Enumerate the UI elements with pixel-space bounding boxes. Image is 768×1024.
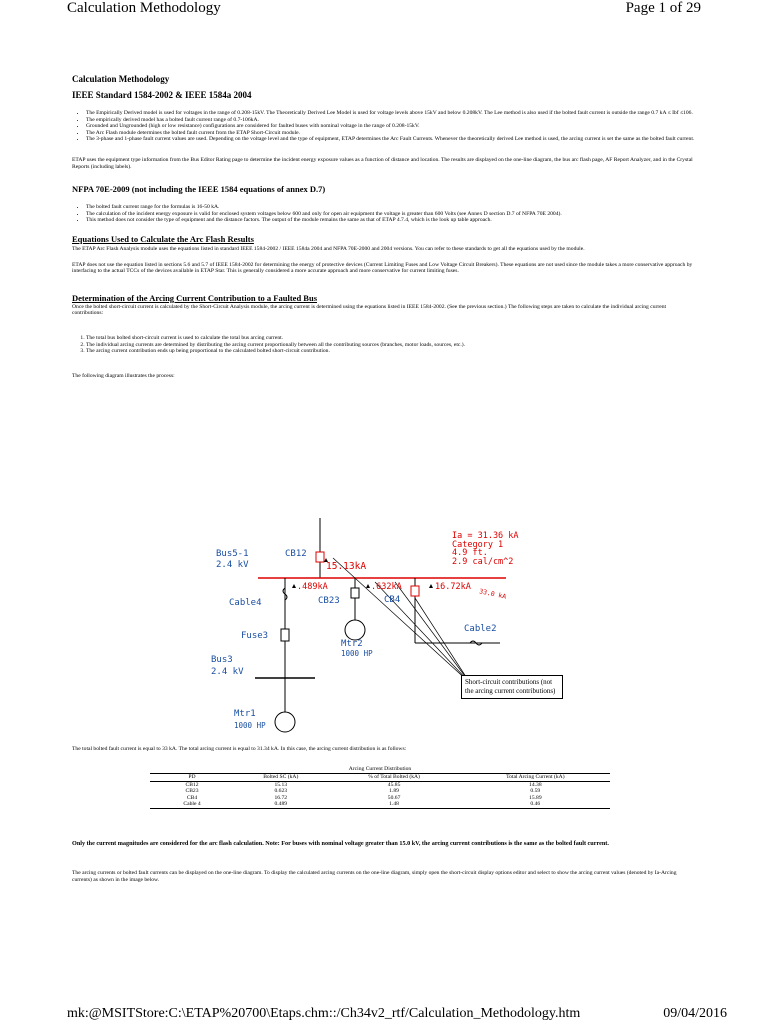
distribution-table [150,773,610,809]
category-value: Category 1 [452,539,504,550]
table-cell: 45.85 [387,781,401,788]
list-item: • This method does not consider the type of equipment and the distance factors. The output of the module remains the same as that of ETAP 4.7.4, which is the look up table approach. [86,217,696,224]
mtr1-name: Mtr1 [234,709,256,719]
table-header: Bolted SC (kA) [263,774,299,780]
list-item: 1. The total bus bolted short-circuit current is used to calculate the total bus arcing current. [86,335,696,342]
note-paragraph: Only the current magnitudes are considered for the arc flash calculation. Note: For buses with nominal voltage greater than 15.0 kV, the arcing current contributions is the same as the bolted fault current. [72,840,609,847]
energy-value: 2.9 cal/cm^2 [452,556,514,567]
cb23-label: CB23 [318,596,340,606]
cb12-label: CB12 [285,549,307,559]
nfpa-heading: NFPA 70E-2009 (not including the IEEE 1584 equations of annex D.7) [72,184,326,195]
table-header: % of Total Bolted (kA) [368,774,420,780]
table-cell: 15.13 [274,781,288,788]
mtr2-hp: 1000 HP [341,649,373,658]
mtr2-label [341,640,373,658]
table-cell: 1.89 [389,788,399,795]
table-cell: 15.89 [529,794,542,801]
steps-list [72,335,696,355]
total-current-paragraph: The total bolted fault current is equal to 33 kA. The total arcing current is equal to 31.34 kA. In this case, the arcing current distribution is as follows: [72,746,407,752]
cable4-current: .489kA [297,582,328,592]
cable4-label: Cable4 [229,598,262,608]
table-row [150,801,610,808]
final-paragraph: The arcing currents or bolted fault currents can be displayed on the one-line diagram. To display the calculated arcing currents on the one-line diagram, simply open the short-circuit display options editor and select to show the arcing current values (denoted by Ia-Arcing currents) as shown in the image below. [72,870,677,883]
bus3-label [211,654,244,678]
table-cell: 0.59 [530,788,541,795]
cb4-breaker[interactable] [411,586,419,596]
cb12-current: 15.13kA [326,561,367,572]
bus3-kv: 2.4 kV [211,667,244,677]
cb23-breaker[interactable] [351,588,359,598]
list-item: 2. The individual arcing currents are determined by distributing the arcing current proportionally between all the contributing sources (branches, motor loads, sources, etc.). [86,342,696,349]
list-item: • The 3-phase and 1-phase fault current values are used. Depending on the voltage level and the type of equipment, ETAP determines the Arc Fault Currents. Whenever the theoretically derived Lee method is used, the arcing current is set the same as the bolted fault current. [86,136,696,143]
table-cell: 0.623 [274,788,288,795]
callout-box: Short-circuit contributions (not the arcing current contributions) [461,675,563,699]
equations-heading: Equations Used to Calculate the Arc Flash Results [72,233,254,244]
page-footer [67,1006,727,1022]
table-cell: 16.72 [274,794,288,801]
cb23-current: .632kA [371,582,402,592]
table-row [150,795,610,802]
table-cell: CB23 [185,788,199,795]
cb12-breaker[interactable] [316,552,324,562]
determination-heading: Determination of the Arcing Current Contribution to a Faulted Bus [72,292,318,303]
page-header [0,0,768,22]
list-item: • The Arc Flash module determines the bolted fault current from the ETAP Short-Circuit module. [86,130,696,137]
list-item: • The bolted fault current range for the formulas is 16-50 kA. [86,204,696,211]
list-item: 3. The arcing current contribution ends up being proportional to the calculated bolted short-circuit contribution. [86,348,696,355]
list-item: • The calculation of the incident energy exposure is valid for enclosed system voltages below 600 and only for open air equipment the voltage is greater than 600 Volts (see Annex D section D.7 of NFPA 70E 2004). [86,211,696,218]
table-header: Total Arcing Current (kA) [506,774,565,780]
table-cell: CB4 [186,794,198,801]
table-cell: 14.38 [529,781,542,788]
document-body [72,74,696,379]
mtr1-hp: 1000 HP [234,721,266,730]
table-cell: 0.46 [530,801,541,808]
bus5-label [216,549,249,571]
footer-date: 09/04/2016 [663,1006,727,1021]
nfpa-bullets [72,204,696,224]
table-cell: 0.489 [274,801,288,808]
table-cell: 50.67 [387,794,401,801]
diagram-intro: The following diagram illustrates the process: [72,372,175,379]
mtr1-label [234,709,266,731]
equations-paragraph-2: ETAP does not use the equation listed in sections 5.6 and 5.7 of IEEE 1584-2002 for determining the energy of protective devices (Current Limiting Fuses and Low Voltage Circuit Breakers). These equations are not used since the module takes a more conservative approach by interfacing to the actual TCCs of the devices available in ETAP Star. This is generally considered a more accurate approach and more conservative for current limiting fuses. [72,261,693,275]
list-item: • Grounded and Ungrounded (high or low resistance) configurations are considered for faulted buses with nominal voltage in the range of 0.208-15kV. [86,123,696,130]
list-item: • The Empirically Derived model is used for voltages in the range of 0.208-15kV. The Theoretically Derived Lee Model is used for voltage levels above 15kV and below 0.208kV. The Lee method is also used if the bolted fault current is outside the range 0.7 kA ≤ Ibf ≤106. [86,110,696,117]
table-row [150,781,610,788]
ieee-heading: IEEE Standard 1584-2002 & IEEE 1584a 2004 [72,90,252,100]
ia-value: Ia = 31.36 kA [452,531,519,541]
cable2-label: Cable2 [464,624,497,634]
doc-title: Calculation Methodology [72,74,170,84]
header-page-number: Page 1 of 29 [625,0,701,16]
list-item: • The empirically derived model has a bolted fault current range of 0.7-106kA. [86,117,696,124]
fuse3-label: Fuse3 [241,631,269,641]
table-cell: Cable 4 [183,801,201,808]
fuse3[interactable] [281,629,289,641]
table-header: PD [188,774,196,780]
bus3-name: Bus3 [211,655,233,665]
table-cell: 1.48 [389,801,399,808]
ieee-bullets [72,110,696,143]
mtr2-name: Mtr2 [341,639,363,649]
table-caption: Arcing Current Distribution [348,766,412,772]
arc-flash-result [452,532,519,566]
etap-paragraph: ETAP uses the equipment type information from the Bus Editor Rating page to determine the incident energy exposure values as a function of distance and location. The results are displayed on the one-line diagram, the bus arc flash page, AF Report Analyzer, and in the Crystal Reports (including labels). [72,156,693,170]
bus5-name: Bus5-1 [216,549,249,559]
cb4-label: CB4 [384,595,401,605]
table-cell: CB12 [185,781,199,788]
mtr2-motor[interactable] [345,620,365,640]
header-title: Calculation Methodology [67,0,221,16]
mtr1-motor[interactable] [275,712,295,732]
table-row [150,788,610,795]
cb4-current: 16.72kA [435,582,471,592]
footer-path: mk:@MSITStore:C:\ETAP%20700\Etaps.chm::/Ch34v2_rtf/Calculation_Methodology.htm [67,1006,581,1021]
equations-paragraph-1: The ETAP Arc Flash Analysis module uses the equations listed in standard IEEE 1584-2002 / IEEE 1584a 2004 and NFPA 70E-2000 and 2004 versions. You can refer to these standards to get all the equations used by the module. [72,245,585,252]
bus-total-current: 33.0 kA [478,587,507,601]
distance-value: 4.9 ft. [452,548,488,558]
bus5-kv: 2.4 kV [216,560,249,570]
arcing-distribution-table [150,766,610,809]
determination-paragraph: Once the bolted short-circuit current is calculated by the Short-Circuit Analysis module, the arcing current is determined using the equations listed in IEEE 1584-2002. (See the previous section.) The following steps are taken to calculate the individual arcing current contributions: [72,303,667,317]
